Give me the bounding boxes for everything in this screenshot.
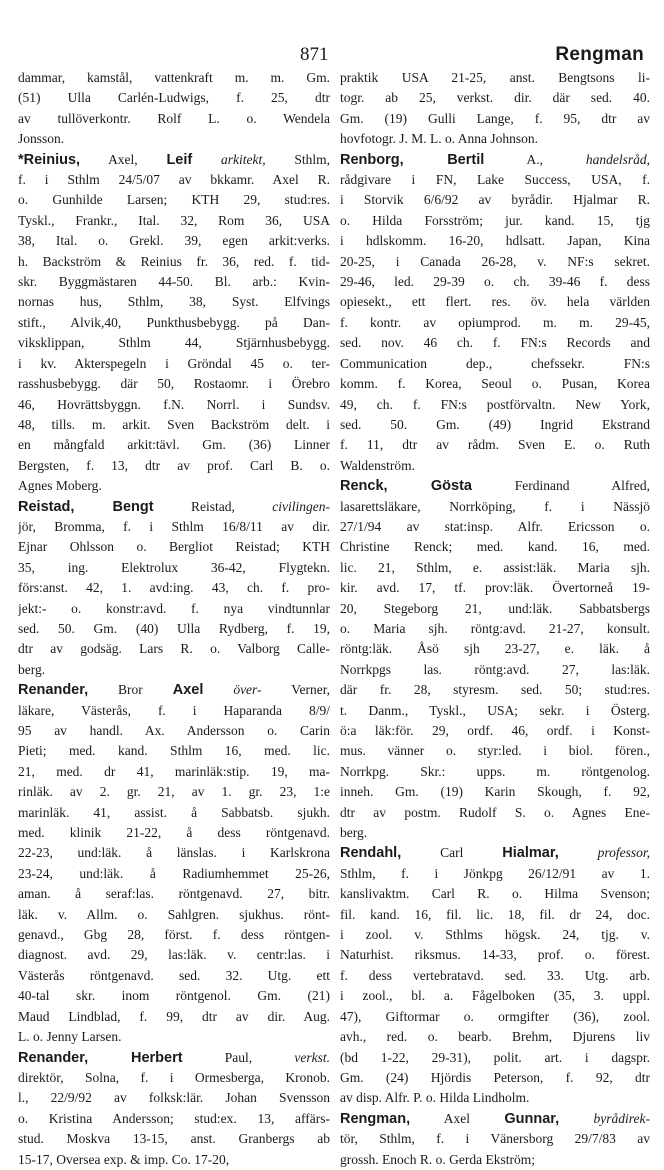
entry-given-names: Reistad, — [190, 498, 235, 514]
entry-text-line: ö:a läk:för. 29, ordf. 46, ordf. i Konst- — [340, 723, 650, 738]
entry-text-line: Naturhist. riksmus. 14-33, prof. o. förest. — [340, 947, 650, 963]
entry-text-line: jör, Bromma, f. i Sthlm 16/8/11 av dir. — [18, 518, 330, 534]
entry-text-line: av tullöverkontr. Rolf L. o. Wendela — [18, 110, 330, 126]
entry-heading-line — [18, 497, 330, 517]
entry-text-line: o. Maria sjh. röntg:avd. 21-27, konsult. — [340, 620, 650, 636]
entry-text-line: i hdlskomm. 16-20, hdlsatt. Japan, Kina — [340, 233, 650, 249]
entry-text-line: 20-25, i Canada 26-28, v. NF:s sekret. — [340, 253, 650, 269]
entry-given-names: A., — [526, 151, 543, 167]
entry-text-line: 95 av handl. Ax. Andersson o. Carin — [18, 723, 330, 738]
entry-text-line: 48, tills. m. arkit. Sven Backström delt. i — [18, 416, 330, 432]
entry-text-line: Agnes Moberg. — [18, 478, 102, 494]
entry-text-line: Gm. (19) Gulli Lange, f. 95, dtr av — [340, 110, 650, 126]
entry-text-line: togr. ab 25, verkst. dir. där sed. 40. — [340, 90, 650, 106]
running-head: Rengman — [555, 44, 644, 65]
entry-text-line: läkare, Västerås, f. i Haparanda 8/9/ — [18, 702, 330, 718]
biography-entry — [18, 68, 330, 150]
entry-text-line: Sthlm, f. i Jönkpg 26/12/91 av 1. — [340, 865, 650, 881]
entry-text-line: Gm. (24) Hjördis Peterson, f. 92, dtr — [340, 1069, 650, 1085]
entry-text-line: l., 22/9/92 av folksk:lär. Johan Svensson — [18, 1090, 330, 1106]
biography-entry — [18, 150, 330, 497]
entry-text-line: fil. kand. 16, fil. lic. 18, fil. dr 24, doc. — [340, 906, 650, 922]
entry-text-line: stift., Alvik,40, Punkthusbebygg. på Dan- — [18, 314, 330, 330]
biography-entry — [340, 476, 650, 843]
entry-text-line: 21, med. dr 41, marinläk:stip. 19, ma- — [18, 763, 330, 779]
entry-text-line: lasarettsläkare, Norrköping, f. i Nässjö — [340, 498, 650, 514]
entry-text-line: Christine Renck; med. kand. 16, med. — [340, 539, 650, 555]
biography-entry — [340, 68, 650, 150]
entry-text-line: avh., red. o. bearb. Brehm, Djurens liv — [340, 1029, 650, 1045]
entry-given-names: Axel — [443, 1110, 470, 1126]
entry-text-line: dammar, kamstål, vattenkraft m. m. Gm. — [18, 70, 330, 85]
entry-text-line: stud. Moskva 13-15, anst. Granbergs ab — [18, 1131, 330, 1147]
entry-text-line: 22-23, und:läk. å länslas. i Karlskrona — [18, 845, 330, 861]
entry-text-line: 40-tal skr. inom röntgenol. Gm. (21) — [18, 988, 330, 1004]
entry-given-names: Ferdinand Alfred, — [514, 478, 650, 494]
entry-call-name: Gunnar, — [504, 1110, 560, 1127]
entry-heading-line — [340, 476, 650, 496]
entry-surname: Rengman, — [340, 1110, 411, 1127]
entry-text-line: Västerås röntgenavd. sed. 32. Utg. ett — [18, 967, 330, 983]
entry-text-line: (bd 1-22, 29-31), polit. art. i dagspr. — [340, 1049, 650, 1065]
entry-call-name: Axel — [172, 682, 204, 699]
entry-text-line: viksklippan, Sthlm 44, Stjärnhusbebygg. — [18, 335, 330, 351]
biography-entry — [340, 1109, 650, 1170]
entry-text-line: (51) Ulla Carlén-Ludwigs, f. 25, dtr — [18, 90, 330, 106]
entry-text-line: 27/1/94 av stat:insp. Alfr. Ericsson o. — [340, 518, 650, 534]
entry-text-line: nornas hus, Sthlm, 38, Syst. Elfvings — [18, 294, 330, 310]
entry-text-line: dtr av postm. Rudolf S. o. Agnes Ene- — [340, 804, 650, 820]
entry-text-line: Communication dep., chefssekr. FN:s — [340, 355, 650, 371]
entry-text-line: rådgivare i FN, Lake Success, USA, f. — [340, 172, 650, 188]
entry-surname: Reistad, Bengt — [18, 498, 154, 515]
entry-text-line: rasshusbebygg. där 50, Rostaomr. i Örebro — [18, 376, 330, 392]
entry-text-line: o. Gunhilde Larsen; KTH 29, stud:res. — [18, 192, 330, 208]
entry-text-line: aman. å seraf:las. röntgenavd. 27, bitr. — [18, 886, 330, 902]
entry-text-line: hovfotogr. J. M. L. o. Anna Johnson. — [340, 131, 539, 147]
entry-occupation: professor, — [597, 845, 650, 861]
entry-text-line: i zool., bl. a. Fågelboken (35, 3. uppl. — [340, 988, 650, 1004]
entry-text-line: praktik USA 21-25, anst. Bengtsons li- — [340, 70, 650, 85]
entry-place: Sthlm, — [294, 151, 330, 167]
entry-text-line: 23-24, und:läk. å Radiumhemmet 25-26, — [18, 865, 330, 881]
entry-surname: Renborg, Bertil — [340, 151, 485, 168]
entry-text-line: f. i Sthlm 24/5/07 av bkkamr. Axel R. — [18, 172, 330, 188]
biography-entry — [18, 1048, 330, 1170]
entry-text-line: o. Kristina Andersson; stud:ex. 13, affärs- — [18, 1110, 330, 1126]
entry-text-line: genavd., Gbg 28, först. f. dess röntgen- — [18, 927, 330, 943]
entry-text-line: berg. — [18, 661, 46, 677]
entry-occupation: verkst. — [294, 1049, 330, 1065]
entry-text-line: Pieti; med. kand. Sthlm 16, med. lic. — [18, 743, 330, 759]
entry-text-line: sed. 50. Gm. (40) Ulla Rydberg, f. 19, — [18, 620, 330, 636]
entry-text-line: Tyskl., Frankr., Ital. 32, Rom 36, USA — [18, 212, 330, 228]
entry-heading-line — [18, 1048, 330, 1068]
page-number: 871 — [300, 44, 329, 65]
entry-text-line: i Storvik 6/6/92 av byrådir. Hjalmar R. — [340, 192, 650, 208]
biography-entry — [340, 150, 650, 477]
entry-occupation: handelsråd, — [585, 151, 650, 167]
entry-text-line: 49, ch. f. FN:s postförvaltn. New York, — [340, 396, 650, 412]
entry-heading-line — [340, 150, 650, 170]
entry-text-line: f. dess vertebratavd. sed. 33. Utg. arb. — [340, 967, 650, 983]
entry-text-line: rinläk. av 2. gr. 21, av 1. gr. 23, 1:e — [18, 784, 330, 800]
entry-call-name: Hialmar, — [502, 845, 559, 862]
entry-text-line: inneh. Gm. (19) Karin Skough, f. 92, — [340, 784, 650, 800]
entry-text-line: o. Hilda Forsström; jur. kand. 15, tjg — [340, 212, 650, 228]
entry-text-line: i kv. Akterspegeln i Gröndal 45 o. ter- — [18, 355, 330, 371]
entry-text-line: Bergsten, f. 13, dtr av prof. Carl B. o. — [18, 457, 330, 473]
entry-text-line: sed. 50. Gm. (49) Ingrid Ekstrand — [340, 416, 650, 432]
entry-text-line: dtr av godsäg. Lars R. o. Valborg Calle- — [18, 641, 330, 657]
entry-text-line: läk. v. Allm. o. Sahlgren. sjukhus. rönt- — [18, 906, 330, 922]
entry-text-line: t. Danm., Tyskl., USA; sekr. i Österg. — [340, 702, 650, 718]
biography-entry — [340, 843, 650, 1108]
entry-text-line: L. o. Jenny Larsen. — [18, 1029, 122, 1045]
biography-entry — [18, 680, 330, 1047]
entry-occupation: arkitekt, — [221, 151, 266, 167]
entry-text-line: tör, Sthlm, f. i Vänersborg 29/7/83 av — [340, 1131, 650, 1147]
entry-text-line: en mångfald arkit:tävl. Gm. (36) Linner — [18, 437, 330, 453]
entry-text-line: 29-46, led. 29-39 o. ch. 39-46 f. dess — [340, 274, 650, 290]
entry-text-line: lic. 21, Sthlm, e. assist:läk. Maria sjh. — [340, 559, 650, 575]
entry-surname: Renck, Gösta — [340, 478, 472, 495]
entry-text-line: av disp. Alfr. P. o. Hilda Lindholm. — [340, 1090, 530, 1106]
entry-occupation: över- — [233, 682, 262, 698]
entry-given-names: Bror — [118, 682, 143, 698]
entry-text-line: 47), Giftormar o. ormgifter (36), zool. — [340, 1008, 650, 1024]
entry-text-line: direktör, Solna, f. i Ormesberga, Kronob. — [18, 1069, 330, 1085]
left-column — [18, 68, 330, 1170]
entry-text-line: mus. vänner o. styr:led. i biol. fören., — [340, 743, 650, 759]
entry-text-line: Maud Lindblad, f. 99, dtr av dir. Aug. — [18, 1008, 330, 1024]
entry-given-names: Paul, — [224, 1049, 253, 1065]
entry-text-line: där fr. 28, styresm. sed. 50; stud:res. — [340, 682, 650, 698]
entry-text-line: Norrkpg. Skr.: upps. m. röntgenolog. — [340, 763, 650, 779]
entry-text-line: komm. f. Korea, Seoul o. Pusan, Korea — [340, 376, 650, 392]
entry-text-line: röntg:läk. Åsö sjh 23-27, e. läk. å — [340, 641, 650, 657]
entry-place: Verner, — [291, 682, 330, 698]
entry-text-line: diagnost. avd. 29, las:läk. v. centr:las. i — [18, 947, 330, 963]
entry-occupation: civilingen- — [272, 498, 330, 514]
right-column — [340, 68, 650, 1170]
entry-call-name: Leif — [166, 151, 193, 168]
entry-surname: *Reinius, — [18, 151, 81, 168]
entry-surname: Rendahl, — [340, 845, 402, 862]
entry-surname: Renander, Herbert — [18, 1049, 183, 1066]
entry-heading-line — [340, 1109, 650, 1129]
biography-entry — [18, 497, 330, 681]
entry-text-line: i zool. v. Sthlms högsk. 24, tjg. v. — [340, 927, 650, 943]
entry-text-line: förs:anst. 42, 1. avd:ing. 43, ch. f. pro- — [18, 580, 330, 596]
entry-text-line: 38, Ital. o. Grekl. 39, egen arkit:verks. — [18, 233, 330, 249]
entry-text-line: 46, Hovrättsbyggn. f.N. Norrl. i Sundsv. — [18, 396, 330, 412]
entry-text-line: sed. nov. 46 ch. f. FN:s Records and — [340, 335, 650, 351]
entry-text-line: 20, Stegeborg 21, und:läk. Sabbatsbergs — [340, 600, 650, 616]
entry-text-line: 15-17, Oversea exp. & imp. Co. 17-20, — [18, 1151, 230, 1167]
entry-text-line: skr. Byggmästaren 44-50. Bl. arb.: Kvin- — [18, 274, 330, 290]
entry-text-line: med. klinik 21-22, å dess röntgenavd. — [18, 825, 330, 841]
entry-given-names: Carl — [440, 845, 464, 861]
entry-text-line: berg. — [340, 825, 368, 841]
entry-surname: Renander, — [18, 682, 89, 699]
entry-text-line: f. 11, dtr av rådm. Sven E. o. Ruth — [340, 437, 650, 453]
entry-heading-line — [18, 680, 330, 700]
entry-occupation: byrådirek- — [593, 1110, 650, 1126]
entry-given-names: Axel, — [108, 151, 138, 167]
entry-text-line: jekt:- o. konstr:avd. f. nya vindtunnlar — [18, 600, 330, 616]
entry-heading-line — [18, 150, 330, 170]
entry-text-line: kanslivaktm. Carl R. o. Hilma Svenson; — [340, 886, 650, 902]
entry-text-line: h. Backström & Reinius fr. 36, red. f. tid- — [18, 253, 330, 269]
entry-text-line: Ejnar Ohlsson o. Bergliot Reistad; KTH — [18, 539, 330, 555]
entry-text-line: 35, ing. Elektrolux 36-42, Flygtekn. — [18, 559, 330, 575]
entry-heading-line — [340, 843, 650, 863]
entry-text-line: Jonsson. — [18, 131, 65, 147]
entry-text-line: grossh. Enoch R. o. Gerda Ekström; — [340, 1151, 535, 1167]
entry-text-line: f. kontr. av opiumprod. m. m. 29-45, — [340, 314, 650, 330]
entry-text-line: kir. avd. 17, tf. prov:läk. Övertorneå 19- — [340, 580, 650, 596]
entry-text-line: Norrkpgs las. röntg:avd. 27, las:läk. — [340, 661, 650, 677]
entry-text-line: opiesekt., ett flert. res. öv. hela världen — [340, 294, 650, 310]
entry-text-line: Waldenström. — [340, 457, 416, 473]
entry-text-line: marinläk. 41, assist. å Sabbatsb. sjukh. — [18, 804, 330, 820]
